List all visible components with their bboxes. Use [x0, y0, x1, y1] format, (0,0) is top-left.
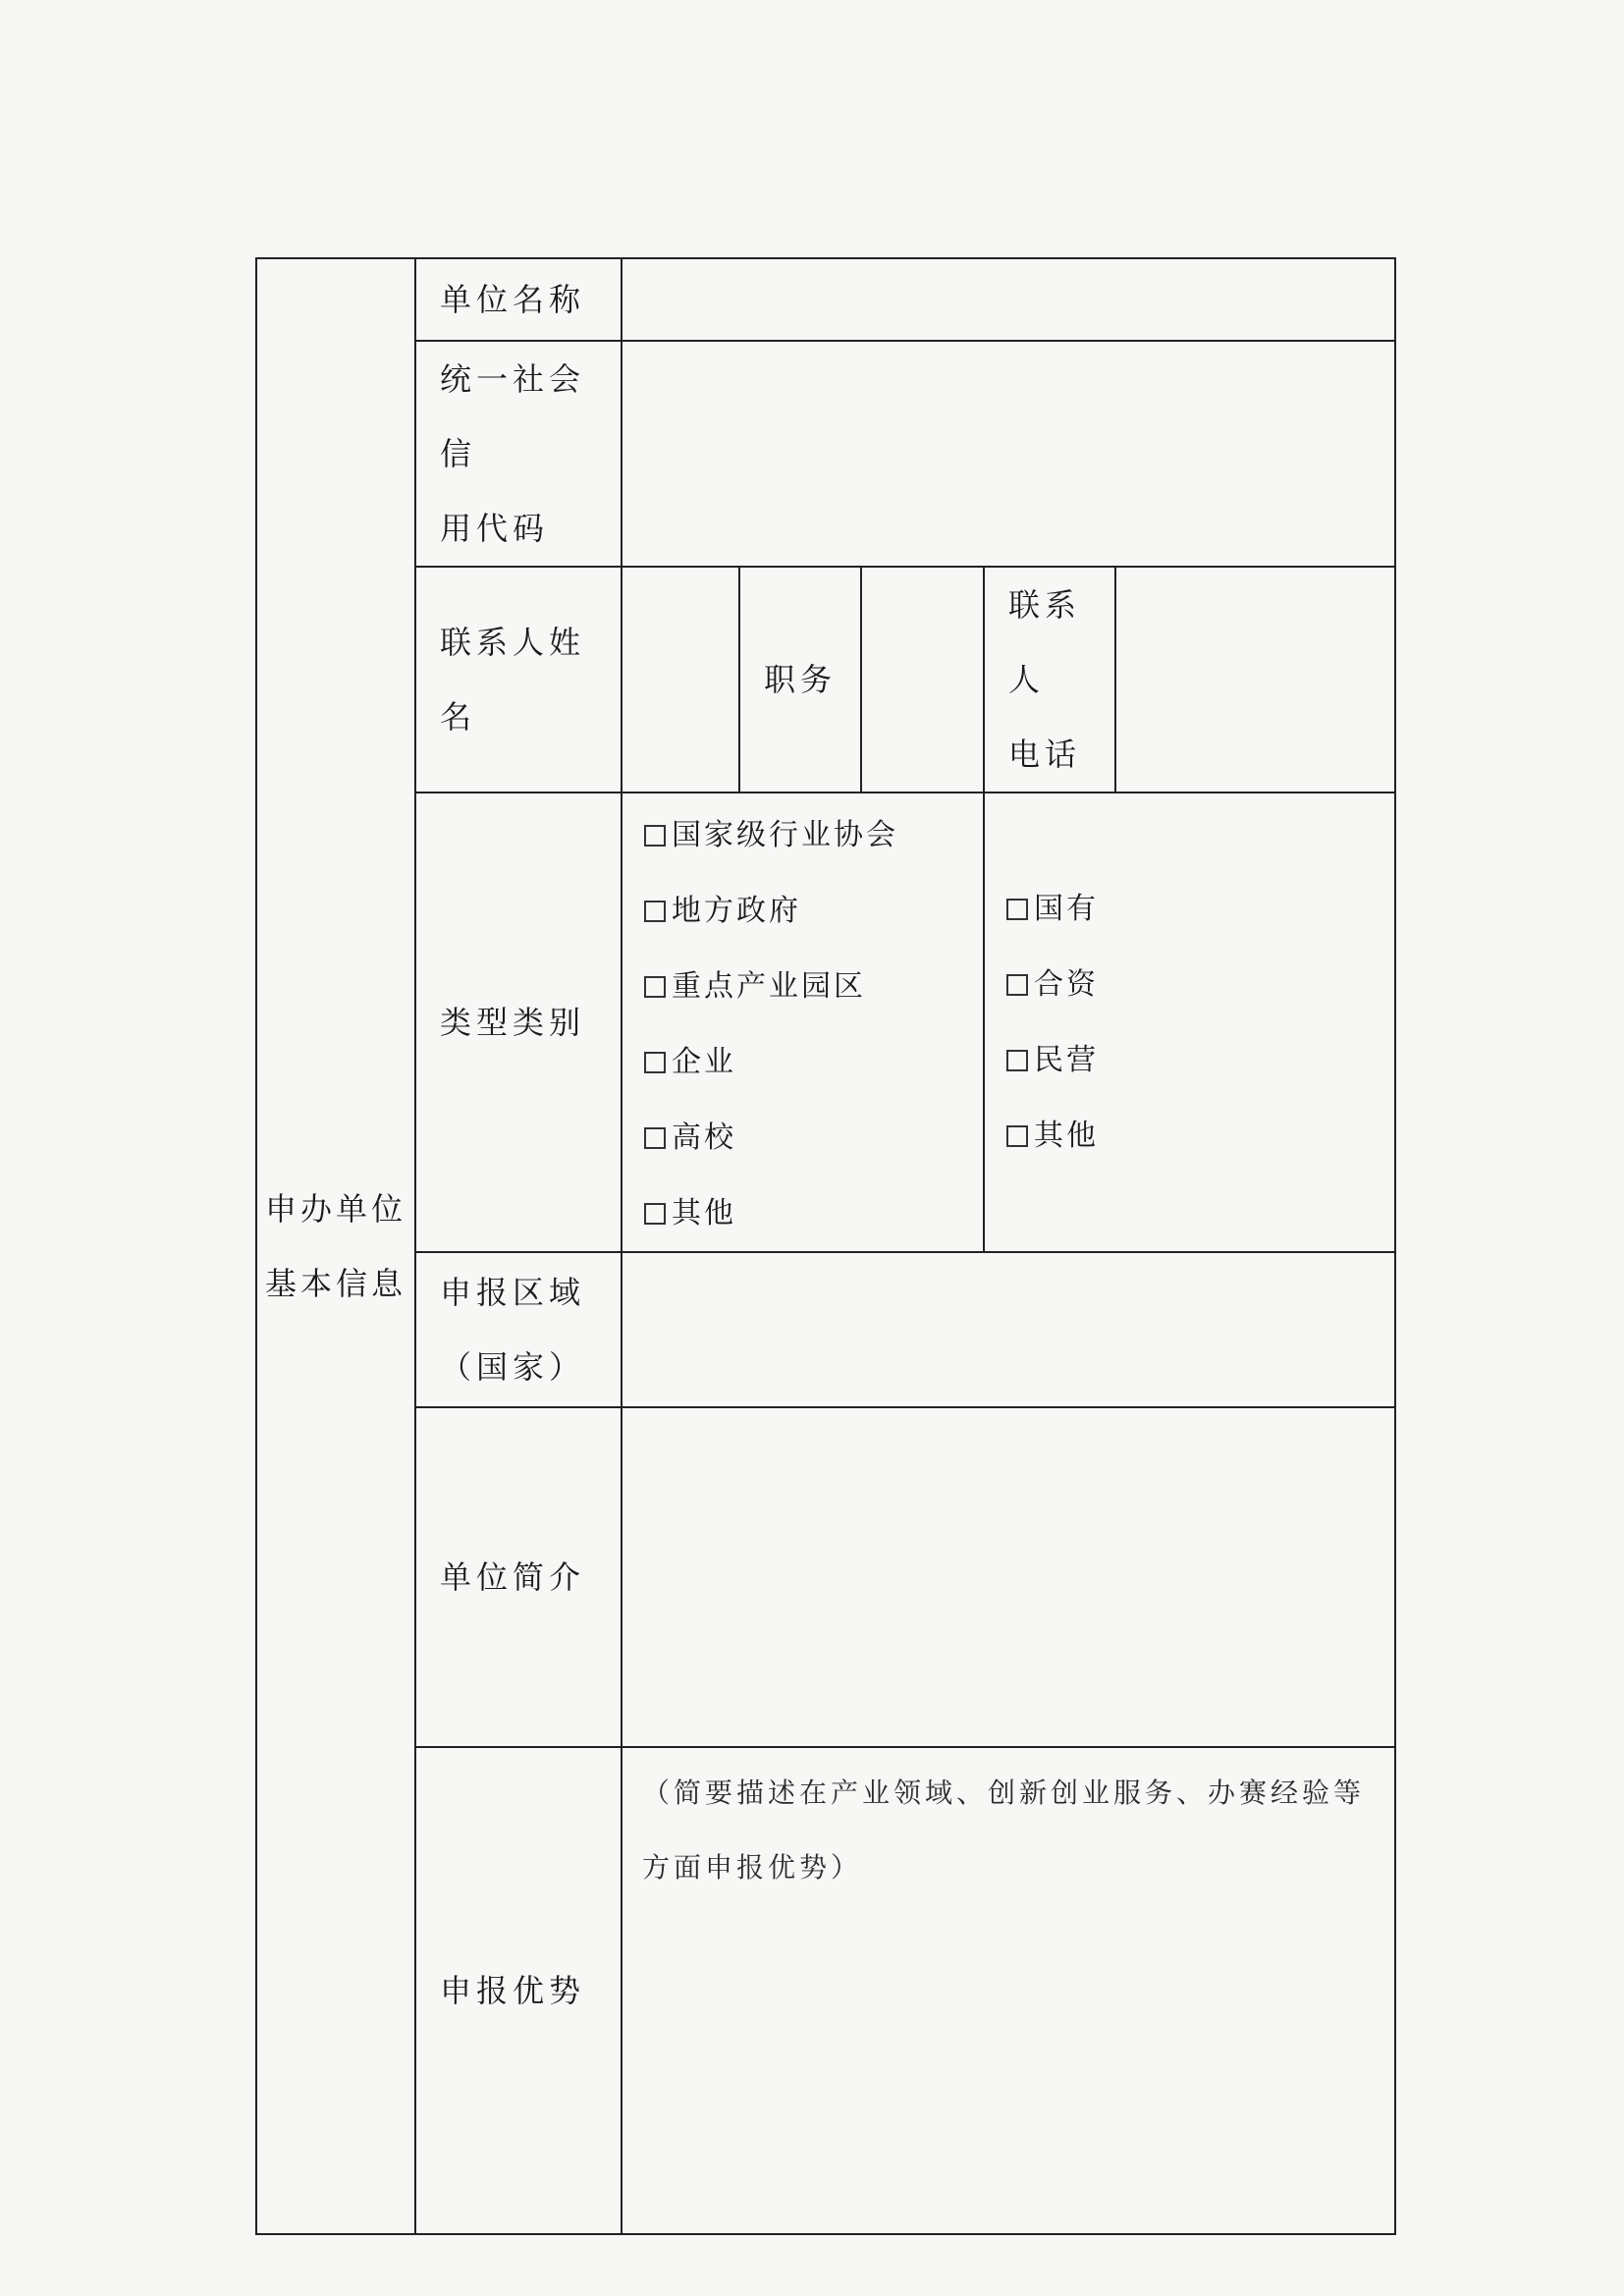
contact-phone-label [984, 567, 1115, 793]
type-option[interactable] [623, 949, 983, 1024]
position-field[interactable] [861, 567, 984, 793]
position-label: 职务 [739, 567, 861, 793]
type-option-label: 其他 [672, 1195, 736, 1230]
region-label [415, 1252, 622, 1407]
intro-label: 单位简介 [415, 1407, 622, 1747]
section-label-line-2: 基本信息 [264, 1265, 406, 1302]
type-category-label: 类型类别 [415, 793, 622, 1252]
ownership-option-label: 其他 [1034, 1118, 1099, 1153]
row-advantage [256, 1747, 1395, 2234]
section-label-line-1: 申办单位 [264, 1190, 406, 1228]
type-option[interactable] [623, 797, 983, 873]
ownership-option-label: 国有 [1034, 891, 1099, 926]
advantage-hint: （简要描述在产业领域、创新创业服务、办赛经验等方面申报优势） [642, 1777, 1366, 1884]
credit-code-field[interactable] [622, 341, 1395, 567]
contact-phone-label-line-2: 电话 [1008, 736, 1082, 773]
row-region [256, 1252, 1395, 1407]
credit-code-label [415, 341, 622, 567]
checkbox-icon[interactable] [1006, 1125, 1028, 1147]
ownership-option[interactable] [985, 1098, 1394, 1174]
unit-name-label: 单位名称 [415, 258, 622, 341]
unit-name-field[interactable] [622, 258, 1395, 341]
type-option-label: 地方政府 [672, 893, 801, 928]
contact-phone-field[interactable] [1115, 567, 1395, 793]
type-option-label: 国家级行业协会 [672, 817, 898, 852]
contact-name-field[interactable] [622, 567, 739, 793]
type-option-label: 企业 [672, 1044, 736, 1079]
region-label-line-2: （国家） [440, 1348, 586, 1386]
advantage-label: 申报优势 [415, 1747, 622, 2234]
contact-phone-label-line-1: 联系人 [1008, 586, 1082, 698]
credit-code-label-line-2: 用代码 [440, 510, 550, 547]
checkbox-icon[interactable] [644, 1203, 666, 1225]
checkbox-icon[interactable] [1006, 974, 1028, 996]
checkbox-icon[interactable] [644, 1127, 666, 1149]
type-option-label: 重点产业园区 [672, 968, 866, 1004]
type-options-right [984, 793, 1395, 1252]
checkbox-icon[interactable] [644, 1052, 666, 1073]
intro-field[interactable] [622, 1407, 1395, 1747]
row-credit-code [256, 341, 1395, 567]
applicant-info-table [255, 257, 1396, 2235]
type-option-label: 高校 [672, 1120, 736, 1155]
type-option[interactable] [623, 1175, 983, 1251]
type-option[interactable] [623, 1100, 983, 1175]
checkbox-icon[interactable] [1006, 899, 1028, 920]
ownership-option-label: 合资 [1034, 966, 1099, 1002]
row-type-category [256, 793, 1395, 1252]
ownership-option[interactable] [985, 947, 1394, 1022]
checkbox-icon[interactable] [644, 901, 666, 922]
row-unit-name [256, 258, 1395, 341]
checkbox-icon[interactable] [644, 976, 666, 998]
type-option[interactable] [623, 1024, 983, 1100]
section-label [256, 258, 415, 2234]
row-contact [256, 567, 1395, 793]
type-option[interactable] [623, 873, 983, 949]
checkbox-icon[interactable] [644, 825, 666, 847]
type-options-left [622, 793, 984, 1252]
checkbox-icon[interactable] [1006, 1050, 1028, 1071]
ownership-option[interactable] [985, 1022, 1394, 1098]
region-field[interactable] [622, 1252, 1395, 1407]
row-intro [256, 1407, 1395, 1747]
ownership-option-label: 民营 [1034, 1042, 1099, 1077]
contact-name-label: 联系人姓名 [415, 567, 622, 793]
ownership-option[interactable] [985, 871, 1394, 947]
region-label-line-1: 申报区域 [440, 1274, 586, 1311]
credit-code-label-line-1: 统一社会信 [440, 360, 586, 472]
advantage-field[interactable] [622, 1747, 1395, 2234]
